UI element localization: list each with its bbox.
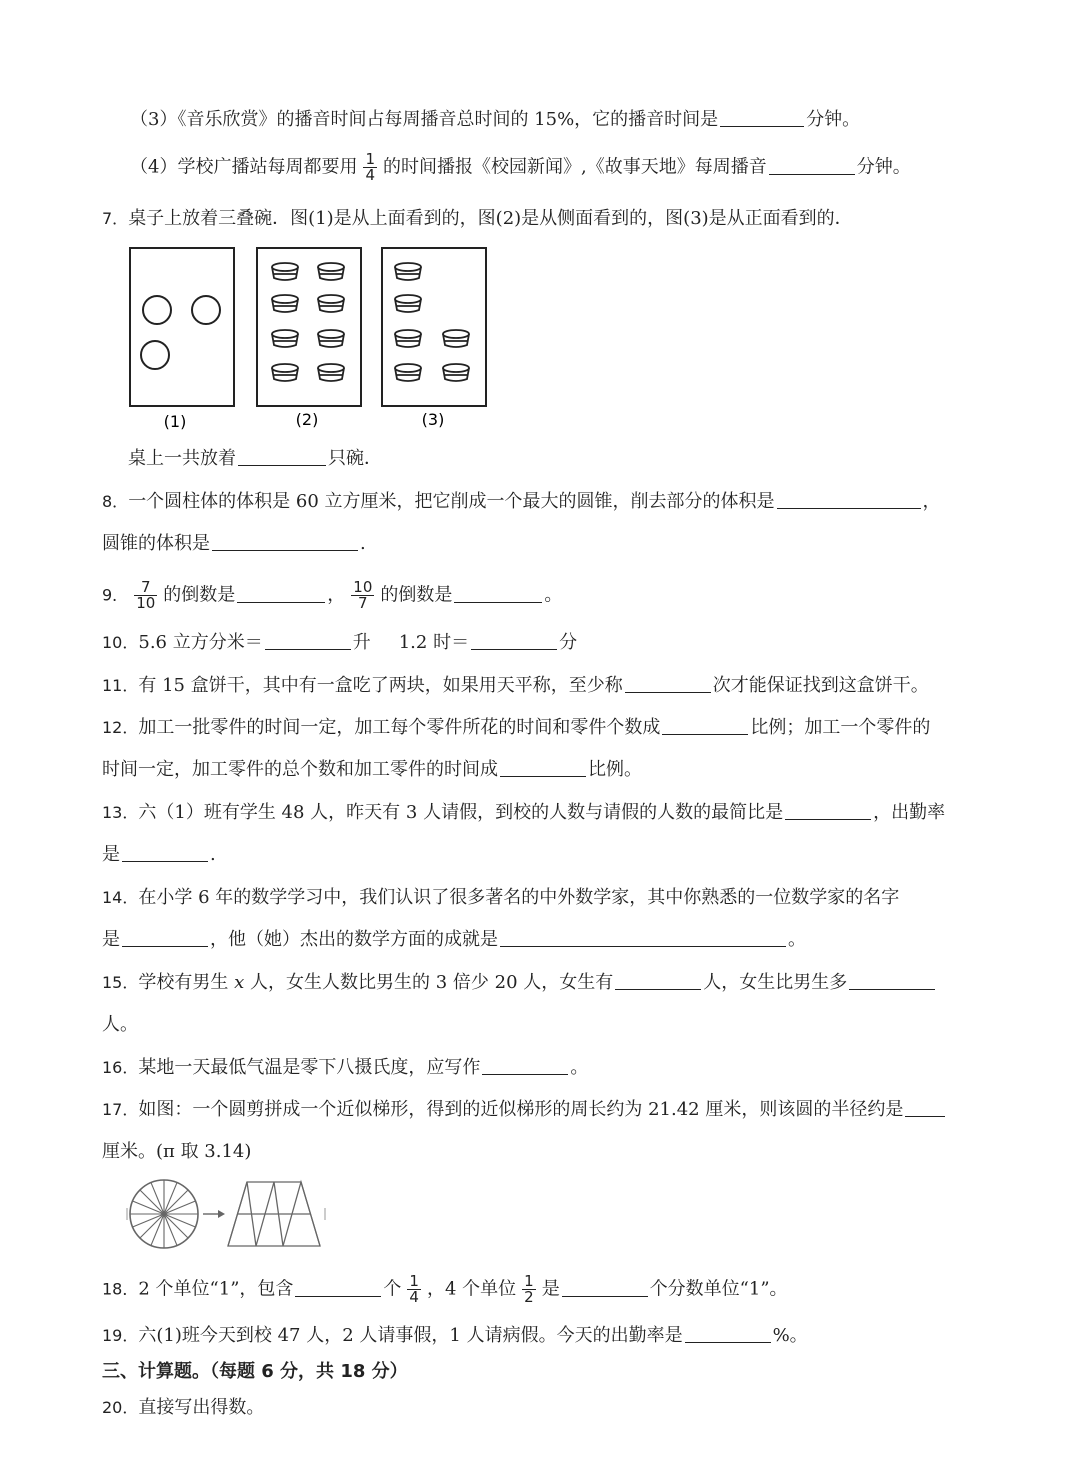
question-6-4: （4）学校广播站每周都要用 $\frac{1}{4}$ 的时间播报《校园新闻》,《故事天地》每周播音 分钟。 [130, 150, 911, 184]
answer-blank[interactable] [625, 674, 711, 693]
trapezoid-shape [228, 1182, 320, 1246]
question-19: 19．六(1)班今天到校 47 人，2 人请事假，1 人请病假。今天的出勤率是 %。 [102, 1325, 808, 1346]
answer-blank[interactable] [471, 631, 557, 650]
figure-label: (1) [163, 412, 187, 431]
answer-blank[interactable] [905, 1098, 945, 1117]
answer-blank[interactable] [777, 490, 921, 509]
question-17: 17．如图：一个圆剪拼成一个近似梯形，得到的近似梯形的周长约为 21.42 厘米，则该圆的半径约是 [102, 1098, 947, 1122]
fraction: $\frac{1}{4}$ [365, 150, 375, 184]
circle-trapezoid-figure [124, 1176, 330, 1252]
answer-blank[interactable] [265, 631, 351, 650]
bowl-side-view [395, 330, 421, 347]
question-14-line2: 是 ，他（她）杰出的数学方面的成就是 。 [102, 929, 806, 950]
question-18: 18．2 个单位“1”，包含 个 $\frac{1}{4}$ ，4 个单位 $\frac{1}{2}$ 是 个分数单位“1”。 [102, 1272, 788, 1306]
bowl-side-view [272, 364, 298, 381]
bowl-side-view [395, 295, 421, 312]
bowl-side-view [318, 295, 344, 312]
question-8-line2: 圆锥的体积是 . [102, 533, 366, 554]
question-15: 15．学校有男生 x 人，女生人数比男生的 3 倍少 20 人，女生有 人，女生比男生多 [102, 971, 937, 995]
figure-label: (2) [295, 410, 319, 429]
question-13: 13．六（1）班有学生 48 人，昨天有 3 人请假，到校的人数与请假的人数的最简比是 ，出勤率 [102, 802, 946, 823]
bowl-top-view [143, 296, 171, 324]
bowl-side-view [443, 330, 469, 347]
bowl-side-view [272, 263, 298, 280]
bowl-side-view [395, 263, 421, 280]
bowl-side-view [272, 295, 298, 312]
answer-blank[interactable] [237, 584, 325, 603]
bowl-top-view [192, 296, 220, 324]
question-11: 11．有 15 盒饼干，其中有一盒吃了两块，如果用天平称，至少称 次才能保证找到这盒饼干。 [102, 675, 929, 696]
answer-blank[interactable] [615, 971, 701, 990]
section-title: 三、计算题。（每题 6 分，共 18 分） [102, 1361, 408, 1382]
answer-blank[interactable] [662, 716, 748, 735]
answer-blank[interactable] [238, 447, 326, 466]
fraction: $\frac{1}{2}$ [524, 1272, 534, 1306]
circle-sector-line [140, 1190, 164, 1214]
answer-blank[interactable] [500, 758, 586, 777]
answer-blank[interactable] [685, 1324, 771, 1343]
answer-blank[interactable] [295, 1278, 381, 1297]
bowl-side-view [318, 263, 344, 280]
figure-1-frame [130, 248, 234, 406]
question-13-line2: 是 . [102, 844, 216, 865]
question-14: 14．在小学 6 年的数学学习中，我们认识了很多著名的中外数学家，其中你熟悉的一位数学家的名字 [102, 887, 900, 908]
bowl-top-view [141, 341, 169, 369]
answer-blank[interactable] [562, 1278, 648, 1297]
bowl-side-view [318, 364, 344, 381]
answer-blank[interactable] [720, 108, 804, 127]
fraction: $\frac{7}{10}$ [136, 578, 156, 612]
question-15-line2: 人。 [102, 1014, 138, 1035]
question-7-answer: 桌上一共放着 只碗． [128, 448, 382, 469]
fraction: $\frac{10}{7}$ [353, 578, 373, 612]
question-12-line2: 时间一定，加工零件的总个数和加工零件的时间成 比例。 [102, 759, 642, 780]
circle-sector-line [164, 1214, 188, 1238]
circle-sector-line [140, 1214, 164, 1238]
figure-3-frame [382, 248, 486, 406]
bowl-side-view [443, 364, 469, 381]
question-20: 20．直接写出得数。 [102, 1397, 265, 1418]
answer-blank[interactable] [849, 971, 935, 990]
bowl-side-view [395, 364, 421, 381]
question-8: 8．一个圆柱体的体积是 60 立方厘米，把它削成一个最大的圆锥，削去部分的体积是 ， [102, 491, 941, 512]
question-7: 7．桌子上放着三叠碗．图(1)是从上面看到的，图(2)是从侧面看到的，图(3)是从正面看到的． [102, 208, 853, 229]
question-9: 9． $\frac{7}{10}$ 的倒数是 ， $\frac{10}{7}$ 的倒数是 。 [102, 578, 563, 612]
figure-label: (3) [421, 410, 445, 429]
fraction: $\frac{1}{4}$ [409, 1272, 419, 1306]
answer-blank[interactable] [482, 1056, 568, 1075]
answer-blank[interactable] [122, 928, 208, 947]
answer-blank[interactable] [785, 801, 871, 820]
question-12: 12．加工一批零件的时间一定，加工每个零件所花的时间和零件个数成 比例；加工一个零件的 [102, 717, 931, 738]
question-17-line2: 厘米。(π 取 3.14) [102, 1141, 252, 1162]
answer-blank[interactable] [769, 156, 855, 175]
answer-blank[interactable] [122, 843, 208, 862]
question-6-3: （3）《音乐欣赏》的播音时间占每周播音总时间的 15%，它的播音时间是 分钟。 [130, 109, 861, 130]
bowl-side-view [272, 330, 298, 347]
answer-blank[interactable] [454, 584, 542, 603]
question-16: 16．某地一天最低气温是零下八摄氏度，应写作 。 [102, 1057, 589, 1078]
circle-sector-line [164, 1190, 188, 1214]
bowl-side-view [318, 330, 344, 347]
arrow-icon [203, 1210, 225, 1218]
bowls-figure [126, 242, 496, 436]
question-10: 10．5.6 立方分米＝ 升 1.2 时＝ 分 [102, 632, 578, 653]
answer-blank[interactable] [500, 928, 786, 947]
answer-blank[interactable] [212, 532, 358, 551]
